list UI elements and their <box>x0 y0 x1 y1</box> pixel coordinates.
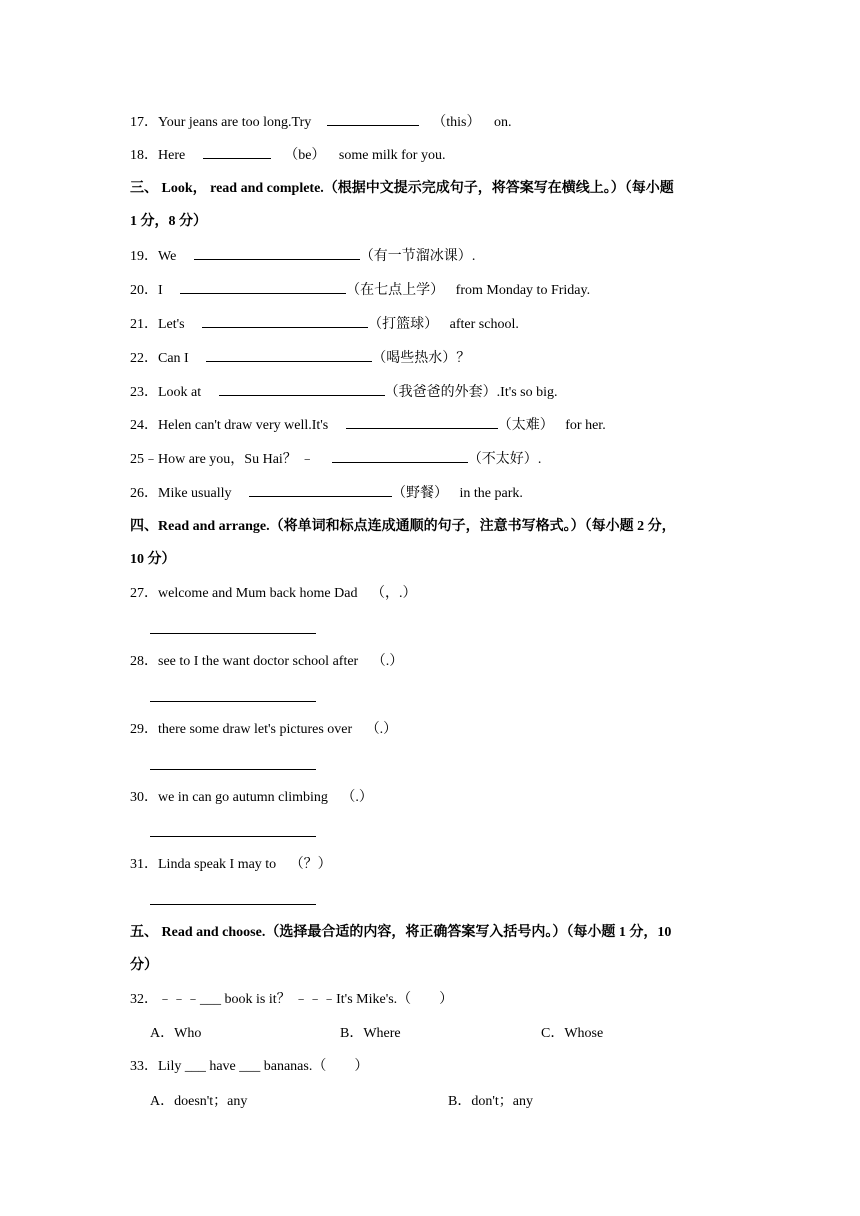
question-number: 30． <box>130 790 158 805</box>
question-number: 24． <box>130 418 158 433</box>
question-text: Helen can't draw very well.It's <box>158 418 329 433</box>
answer-blank[interactable] <box>219 382 385 396</box>
punctuation-hint: （.） <box>371 654 404 669</box>
hint: （喝些热水） <box>372 351 457 366</box>
question-text: Look at <box>158 385 202 400</box>
question-number: 19． <box>130 249 158 264</box>
question-23 <box>130 382 558 403</box>
question-text-end: in the park. <box>459 486 523 501</box>
question-number: 33． <box>130 1059 158 1074</box>
question-text: Lily ___ have ___ bananas.（ ） <box>158 1059 369 1074</box>
hint: （不太好） <box>467 452 538 467</box>
question-text: Let's <box>158 317 185 332</box>
answer-line-28[interactable] <box>150 701 316 702</box>
question-26 <box>130 483 523 504</box>
question-text: ﹣﹣﹣___ book is it？ ﹣﹣﹣It's Mike's.（ ） <box>158 992 454 1007</box>
question-22 <box>130 348 470 369</box>
question-number: 29． <box>130 722 158 737</box>
question-32 <box>130 990 453 1010</box>
question-text: How are you，Su Hai？ ﹣ <box>158 452 315 467</box>
question-text: there some draw let's pictures over <box>158 722 353 737</box>
hint: （be） <box>284 148 326 163</box>
question-24 <box>130 415 606 436</box>
punctuation-hint: （.） <box>341 790 373 805</box>
option-b[interactable]: B．don't；any <box>448 1094 533 1109</box>
answer-line-30[interactable] <box>150 836 316 837</box>
question-25 <box>130 449 541 470</box>
answer-blank[interactable] <box>332 449 468 463</box>
question-18 <box>130 145 445 166</box>
question-number: 23． <box>130 385 158 400</box>
answer-blank[interactable] <box>249 483 392 497</box>
question-text-end: on. <box>493 115 512 130</box>
question-number: 32． <box>130 992 158 1007</box>
question-20 <box>130 280 590 301</box>
question-28 <box>130 652 403 672</box>
question-text-end: after school. <box>449 317 519 332</box>
question-number: 27． <box>130 586 158 601</box>
section-3-heading: 三、 Look， read and complete.（根据中文提示完成句子，将答案写在横线上。）（每小题 <box>130 181 674 196</box>
question-text-end: . <box>537 452 542 467</box>
section-5-heading-cont: 分） <box>130 958 158 973</box>
question-text-end: . <box>471 249 476 264</box>
question-text: Linda speak I may to <box>158 857 277 872</box>
question-29 <box>130 720 397 740</box>
answer-blank[interactable] <box>194 246 360 260</box>
answer-blank[interactable] <box>346 415 498 429</box>
question-text-end: for her. <box>565 418 606 433</box>
answer-blank[interactable] <box>180 280 346 294</box>
option-b[interactable]: B．Where <box>340 1026 401 1041</box>
question-27 <box>130 584 416 604</box>
question-text: see to I the want doctor school after <box>158 654 359 669</box>
question-30 <box>130 788 373 808</box>
question-number: 28． <box>130 654 158 669</box>
question-text: We <box>158 249 177 264</box>
hint: （this） <box>432 115 481 130</box>
question-text-end: ？ <box>456 351 471 366</box>
question-text: Can I <box>158 351 189 366</box>
question-text-end: some milk for you. <box>338 148 446 163</box>
question-number: 31． <box>130 857 158 872</box>
question-text: welcome and Mum back home Dad <box>158 586 358 601</box>
question-text: I <box>158 283 163 298</box>
question-31 <box>130 855 332 875</box>
section-4-heading-cont: 10 分） <box>130 552 176 567</box>
answer-line-27[interactable] <box>150 633 316 634</box>
answer-blank[interactable] <box>202 314 368 328</box>
answer-line-29[interactable] <box>150 769 316 770</box>
hint: （野餐） <box>392 486 448 501</box>
hint: （我爸爸的外套） <box>384 385 497 400</box>
question-text-end: from Monday to Friday. <box>455 283 591 298</box>
answer-blank[interactable] <box>206 348 372 362</box>
section-4-heading: 四、Read and arrange.（将单词和标点连成通顺的句子，注意书写格式。）（每小题 2 分， <box>130 519 676 534</box>
question-text: Mike usually <box>158 486 232 501</box>
question-number: 22． <box>130 351 158 366</box>
question-text: Here <box>158 148 186 163</box>
hint: （在七点上学） <box>346 283 445 298</box>
answer-blank[interactable] <box>203 145 271 159</box>
question-number: 18． <box>130 148 158 163</box>
punctuation-hint: （.） <box>365 722 398 737</box>
question-number: 26． <box>130 486 158 501</box>
option-c[interactable]: C．Whose <box>541 1026 604 1041</box>
answer-blank[interactable] <box>327 112 419 126</box>
option-a[interactable]: A．Who <box>150 1026 202 1041</box>
question-text-end: .It's so big. <box>496 385 558 400</box>
question-number: 25﹣ <box>130 452 158 467</box>
answer-line-31[interactable] <box>150 904 316 905</box>
question-number: 17． <box>130 115 158 130</box>
question-17 <box>130 112 511 133</box>
punctuation-hint: （？） <box>289 857 332 872</box>
question-21 <box>130 314 519 335</box>
hint: （有一节溜冰课） <box>359 249 472 264</box>
section-3-heading-cont: 1 分，8 分） <box>130 214 207 229</box>
hint: （打篮球） <box>368 317 439 332</box>
section-5-heading: 五、 Read and choose.（选择最合适的内容，将正确答案写入括号内。）（每小题 1 分，10 <box>130 925 672 940</box>
question-number: 21． <box>130 317 158 332</box>
question-text: we in can go autumn climbing <box>158 790 328 805</box>
hint: （太难） <box>497 418 554 433</box>
punctuation-hint: （，.） <box>370 586 417 601</box>
question-text: Your jeans are too long.Try <box>158 115 312 130</box>
question-19 <box>130 246 475 267</box>
option-a[interactable]: A．doesn't；any <box>150 1094 248 1109</box>
question-33 <box>130 1057 368 1077</box>
question-number: 20． <box>130 283 158 298</box>
